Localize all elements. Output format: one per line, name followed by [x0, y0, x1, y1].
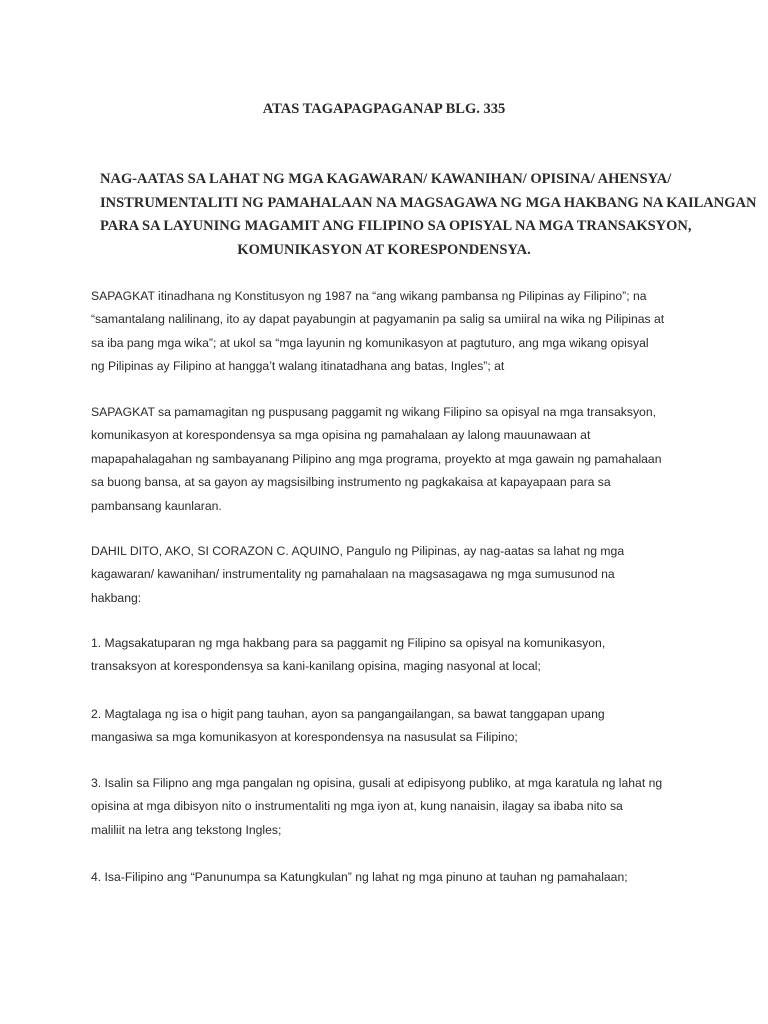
list-item-4 [91, 866, 691, 889]
paragraph-line: mapapahalagahan ng sambayanang Pilipino ang mga programa, proyekto at mga gawain ng pamahalaan [91, 451, 662, 466]
paragraph-line: mangasiwa sa mga komunikasyon at korespondensya na nasusulat sa Filipino; [91, 730, 518, 745]
paragraph-line: sa iba pang mga wika”; at ukol sa “mga layunin ng komunikasyon at pagtuturo, ang mga wikang opisyal [91, 335, 649, 350]
list-item-1 [91, 632, 691, 679]
subtitle-line: INSTRUMENTALITI NG PAMAHALAAN NA MAGSAGAWA NG MGA HAKBANG NA KAILANGAN [100, 194, 757, 211]
paragraph-sapagkat-2 [91, 401, 691, 518]
subtitle-line: PARA SA LAYUNING MAGAMIT ANG FILIPINO SA OPISYAL NA MGA TRANSAKSYON, [100, 218, 692, 234]
paragraph-line: maliliit na letra ang tekstong Ingles; [91, 822, 282, 837]
paragraph-line: ng Pilipinas ay Filipino at hangga’t walang itinatadhana ang batas, Ingles”; at [91, 359, 505, 374]
paragraph-line: 2. Magtalaga ng isa o higit pang tauhan, ayon sa pangangailangan, sa bawat tanggapan upang [91, 707, 605, 721]
list-item-3 [91, 772, 691, 842]
paragraph-line: DAHIL DITO, AKO, SI CORAZON C. AQUINO, Pangulo ng Pilipinas, ay nag-aatas sa lahat ng mga [91, 544, 625, 558]
paragraph-line: sa buong bansa, at sa gayon ay magsisilbing instrumento ng pagkakaisa at kapayapaan para sa [91, 475, 611, 490]
paragraph-line: komunikasyon at korespondensya sa mga opisina ng pamahalaan ay lalong mauunawaan at [91, 428, 591, 443]
list-item-2 [91, 703, 691, 750]
paragraph-line: SAPAGKAT sa pamamagitan ng puspusang paggamit ng wikang Filipino sa opisyal na mga transaksyon, [91, 405, 657, 419]
document-title: ATAS TAGAPAGPAGANAP BLG. 335 [262, 101, 506, 117]
paragraph-line: pambansang kaunlaran. [91, 498, 222, 513]
paragraph-line: kagawaran/ kawanihan/ instrumentality ng pamahalaan na magsasagawa ng mga sumusunod na [91, 567, 615, 582]
paragraph-sapagkat-1 [91, 285, 691, 379]
document-subtitle [100, 168, 757, 262]
subtitle-line: NAG-AATAS SA LAHAT NG MGA KAGAWARAN/ KAWANIHAN/ OPISINA/ AHENSYA/ [100, 171, 672, 187]
paragraph-line: 3. Isalin sa Filipno ang mga pangalan ng opisina, gusali at edipisyong publiko, at mga karatula ng lahat ng [91, 776, 663, 790]
paragraph-line: “samantalang nalilinang, ito ay dapat payabungin at pagyamanin pa salig sa umiiral na wika ng Pilipinas at [91, 312, 665, 327]
paragraph-line: 4. Isa-Filipino ang “Panunumpa sa Katungkulan” ng lahat ng mga pinuno at tauhan ng pamahalaan; [91, 870, 628, 884]
paragraph-line: SAPAGKAT itinadhana ng Konstitusyon ng 1987 na “ang wikang pambansa ng Pilipinas ay Filipino”; na [91, 289, 647, 303]
paragraph-line: 1. Magsakatuparan ng mga hakbang para sa paggamit ng Filipino sa opisyal na komunikasyon, [91, 636, 606, 650]
paragraph-line: hakbang: [91, 590, 142, 605]
paragraph-dahil-dito [91, 540, 691, 610]
paragraph-line: transaksyon at korespondensya sa kani-kanilang opisina, maging nasyonal at local; [91, 659, 541, 674]
subtitle-line: KOMUNIKASYON AT KORESPONDENSYA. [237, 241, 531, 258]
paragraph-line: opisina at mga dibisyon nito o instrumentaliti ng mga iyon at, kung nanaisin, ilagay sa ibaba nito sa [91, 799, 623, 814]
